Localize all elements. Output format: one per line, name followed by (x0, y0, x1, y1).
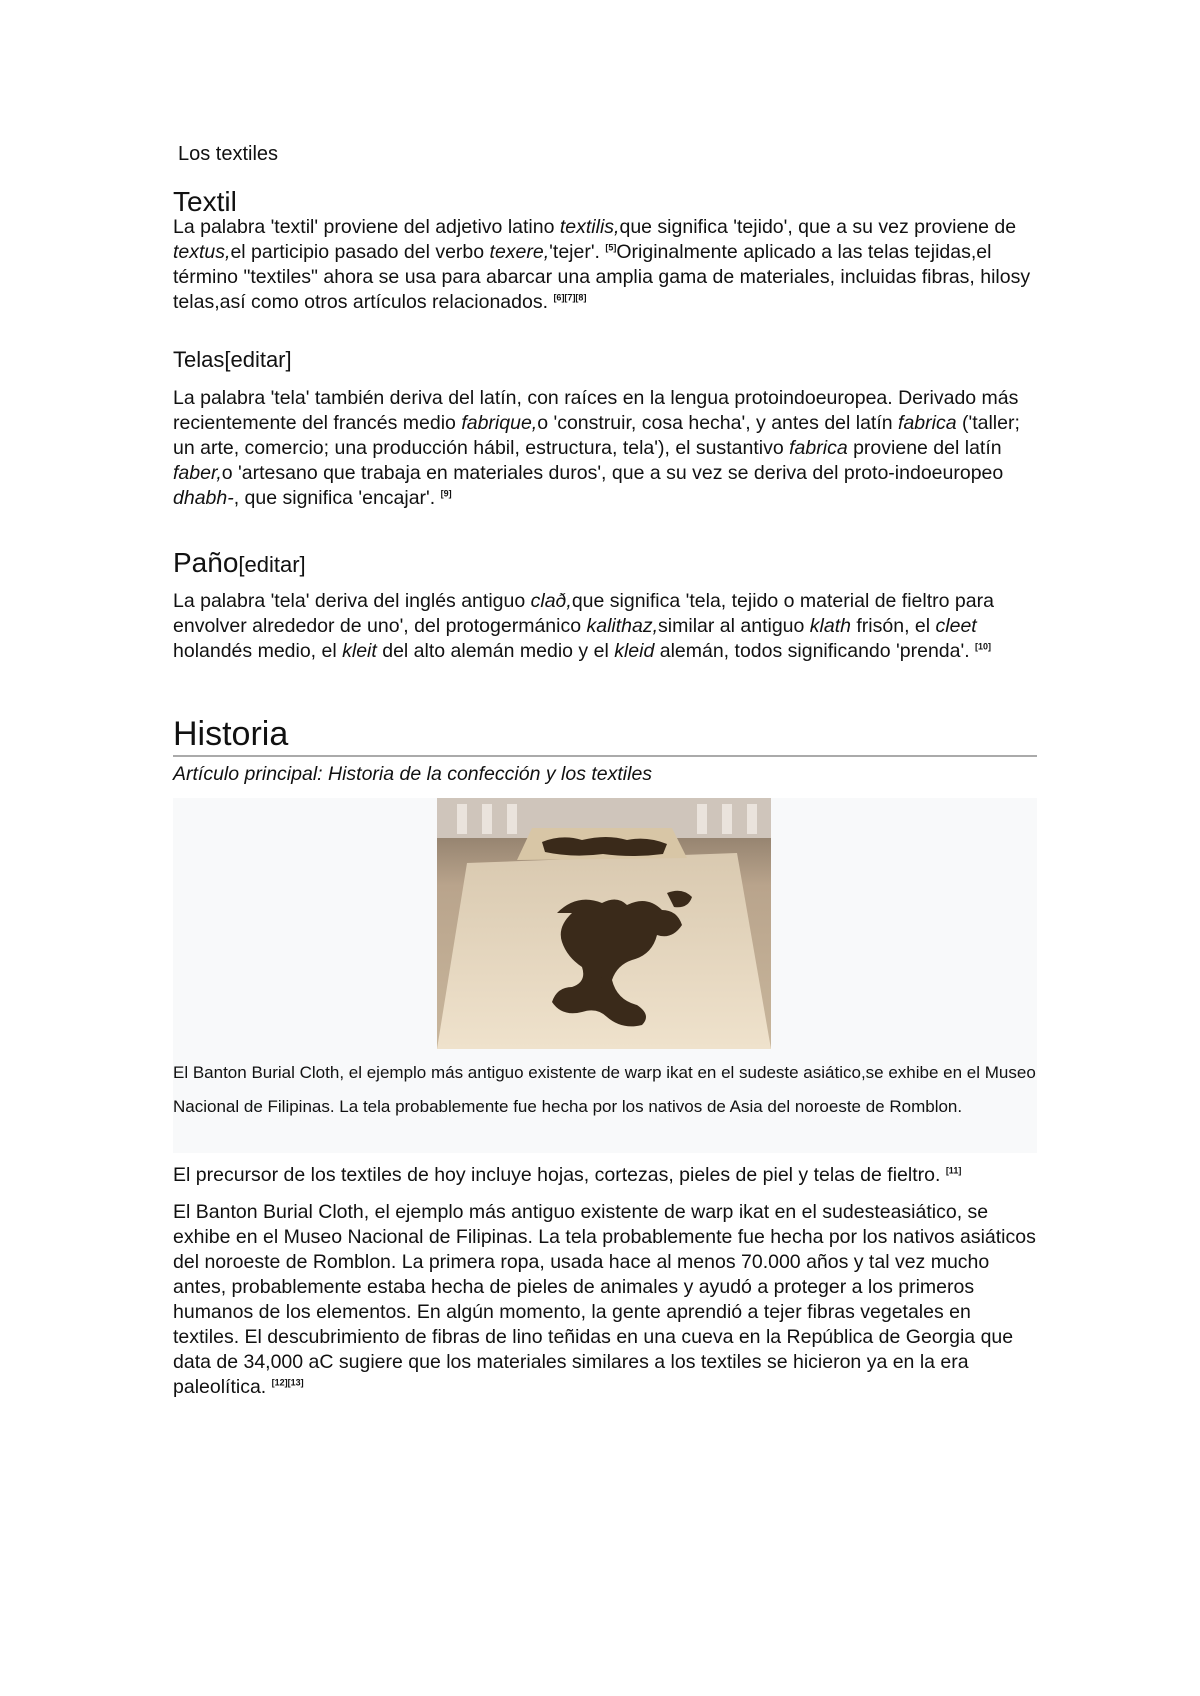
reference-link[interactable]: [11] (945, 1165, 962, 1176)
heading-pano: Paño[editar] (173, 547, 306, 578)
paragraph-textil: La palabra 'textil' proviene del adjetivo latino textilis,que significa 'tejido', que a su vez proviene de textus,el participio pasado del verbo texere,'tejer'. [5]Originalmente aplicado a las telas tejidas,el término "textiles" ahora se usa para abarcar una amplia gama de materiales, incluidas fibras, hilosy telas,así como otros artículos relacionados. [6][7][8] (173, 216, 1031, 313)
edit-link[interactable]: [editar] (224, 347, 292, 372)
heading-divider (173, 755, 1037, 757)
reference-link[interactable]: [10] (975, 641, 992, 652)
reference-link[interactable]: [12][13] (271, 1377, 304, 1388)
reference-link[interactable]: [6][7][8] (553, 292, 587, 303)
reference-link[interactable]: [5] (605, 242, 617, 253)
reference-link[interactable]: [9] (440, 488, 452, 499)
paragraph-pano: La palabra 'tela' deriva del inglés antiguo clað,que significa 'tela, tejido o material de fieltro para envolver alrededor de uno', del protogermánico kalithaz,similar al antiguo klath frisón, el cleet holandés medio, el kleit del alto alemán medio y el kleid alemán, todos significando 'prenda'. [10] (173, 590, 994, 662)
banton-burial-cloth-image (437, 798, 771, 1049)
figure-caption: El Banton Burial Cloth, el ejemplo más antiguo existente de warp ikat en el sudeste asiático,se exhibe en el Museo Nacional de Filipinas. La tela probablemente fue hecha por los nativos de Asia del noroeste de Romblon. (173, 1063, 1036, 1116)
heading-historia: Historia (173, 715, 289, 753)
heading-textil: Textil (173, 186, 237, 217)
main-article-link[interactable]: Historia de la confección y los textiles (327, 763, 653, 785)
paragraph-historia-1: El precursor de los textiles de hoy incluye hojas, cortezas, pieles de piel y telas de fieltro. [11] (173, 1164, 962, 1186)
main-article-note: Artículo principal: Historia de la confección y los textiles (173, 763, 653, 785)
paragraph-telas: La palabra 'tela' también deriva del latín, con raíces en la lengua protoindoeuropea. Derivado más recientemente del francés medio fabrique,o 'construir, cosa hecha', y antes del latín fabrica ('taller; un arte, comercio; una producción hábil, estructura, tela'), el sustantivo fabrica proviene del latín faber,o 'artesano que trabaja en materiales duros', que a su vez se deriva del proto-indoeuropeo dhabh-, que significa 'encajar'. [9] (173, 387, 1020, 509)
paragraph-historia-2: El Banton Burial Cloth, el ejemplo más antiguo existente de warp ikat en el sudesteasiático, se exhibe en el Museo Nacional de Filipinas. La tela probablemente fue hecha por los nativos asiáticos del noroeste de Romblon. La primera ropa, usada hace al menos 70.000 años y tal vez mucho antes, probablemente estaba hecha de pieles de animales y ayudó a proteger a los primeros humanos de los elementos. En algún momento, la gente aprendió a tejer fibras vegetales en textiles. El descubrimiento de fibras de lino teñidas en una cueva en la República de Georgia que data de 34,000 aC sugiere que los materiales similares a los textiles se hicieron ya en la era paleolítica. [12][13] (173, 1201, 1036, 1398)
figure-box (173, 798, 1037, 1153)
edit-link[interactable]: [editar] (238, 552, 306, 577)
heading-telas: Telas[editar] (173, 347, 292, 372)
document-title: Los textiles (178, 143, 279, 165)
